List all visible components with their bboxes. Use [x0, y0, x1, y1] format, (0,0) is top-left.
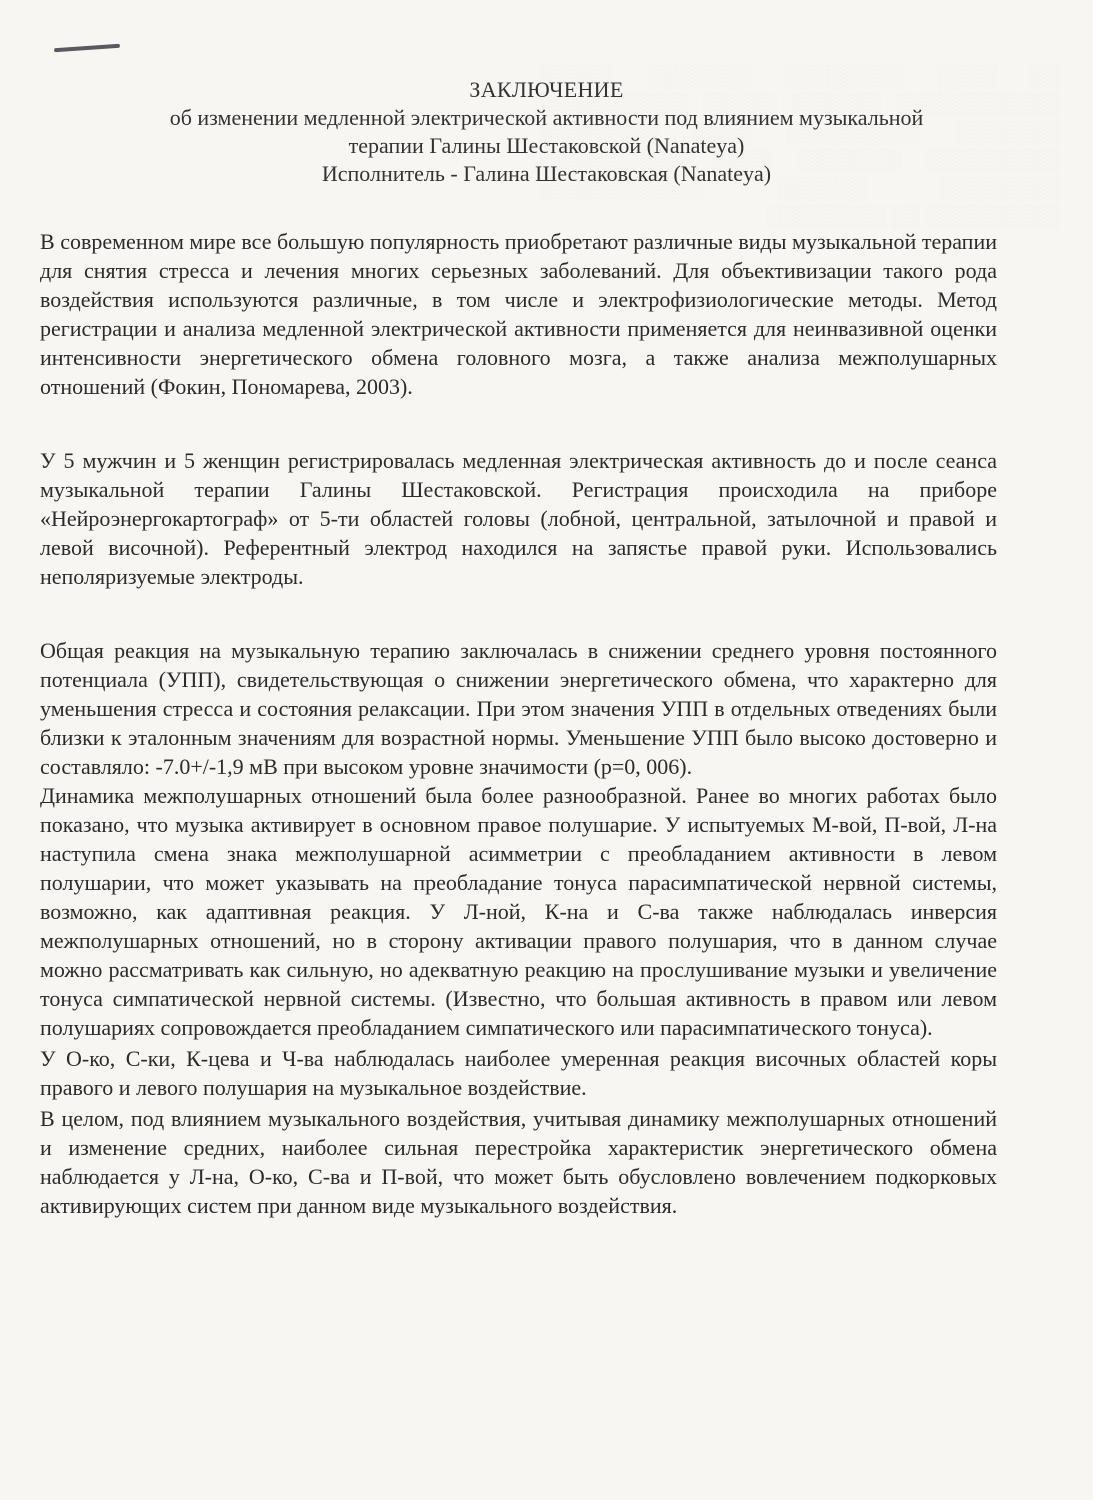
paragraph-general-reaction: Общая реакция на музыкальную терапию заключалась в снижении среднего уровня постоянного потенциала (УПП), свидетельствующая о снижении энергетического обмена, что характерно для уменьшения стресса и состояния релаксации. При этом значения УПП в отдельных отведениях были близки к эталонным значениям для возрастной нормы. Уменьшение УПП было высоко достоверно и составляло: -7.0+/-1,9 мВ при высоком уровне значимости (p=0, 006). — [40, 638, 997, 779]
document-subtitle-line-1: об изменении медленной электрической активности под влиянием музыкальной — [169, 105, 924, 130]
paragraph-method: У 5 мужчин и 5 женщин регистрировалась медленная электрическая активность до и после сеанса музыкальной терапии Галины Шестаковской. Регистрация происходила на приборе «Нейроэнергокартограф» от 5-ти областей головы (лобной, центральной, затылочной и правой и левой височной). Референтный электрод находился на запястье правой руки. Использовались неполяризуемые электроды. — [40, 448, 997, 589]
document-subtitle-line-2: терапии Галины Шестаковской (Nanateya) — [348, 133, 745, 158]
paragraph-conclusion: В целом, под влиянием музыкального воздействия, учитывая динамику межполушарных отношений и изменение средних, наиболее сильная перестройка характеристик энергетического обмена наблюдается у Л-на, О-ко, С-ва и П-вой, что может быть обусловлено вовлечением подкорковых активирующих систем при данном виде музыкального воздействия. — [40, 1106, 997, 1218]
paragraph-moderate-reaction: У О-ко, С-ки, К-цева и Ч-ва наблюдалась наиболее умеренная реакция височных областей коры правого и левого полушария на музыкальное воздействие. — [40, 1046, 997, 1100]
document-performer: Исполнитель - Галина Шестаковская (Nanateya) — [321, 161, 772, 186]
document-title: ЗАКЛЮЧЕНИЕ — [469, 77, 624, 102]
paragraph-intro: В современном мире все большую популярность приобретают различные виды музыкальной терапии для снятия стресса и лечения многих серьезных заболеваний. Для объективизации такого рода воздействия используются различные, в том числе и электрофизиологические методы. Метод регистрации и анализа медленной электрической активности применяется для неинвазивной оценки интенсивности энергетического обмена головного мозга, а также анализа межполушарных отношений (Фокин, Пономарева, 2003). — [40, 229, 997, 399]
document-heading — [0, 76, 1093, 188]
paragraph-hemisphere-dynamics: Динамика межполушарных отношений была более разнообразной. Ранее во многих работах было показано, что музыка активирует в основном правое полушарие. У испытуемых М-вой, П-вой, Л-на наступила смена знака межполушарной асимметрии с преобладанием активности в левом полушарии, что может указывать на преобладание тонуса парасимпатической нервной системы, возможно, как адаптивная реакция. У Л-ной, К-на и С-ва также наблюдалась инверсия межполушарных отношений, но в сторону активации правого полушария, что в данном случае можно рассматривать как сильную, но адекватную реакцию на прослушивание музыки и увеличение тонуса симпатической нервной системы. (Известно, что большая активность в правом или левом полушариях сопровождается преобладанием симпатического или парасимпатического тонуса). — [40, 783, 997, 1040]
document-body — [40, 227, 997, 1220]
pen-mark — [54, 44, 120, 53]
